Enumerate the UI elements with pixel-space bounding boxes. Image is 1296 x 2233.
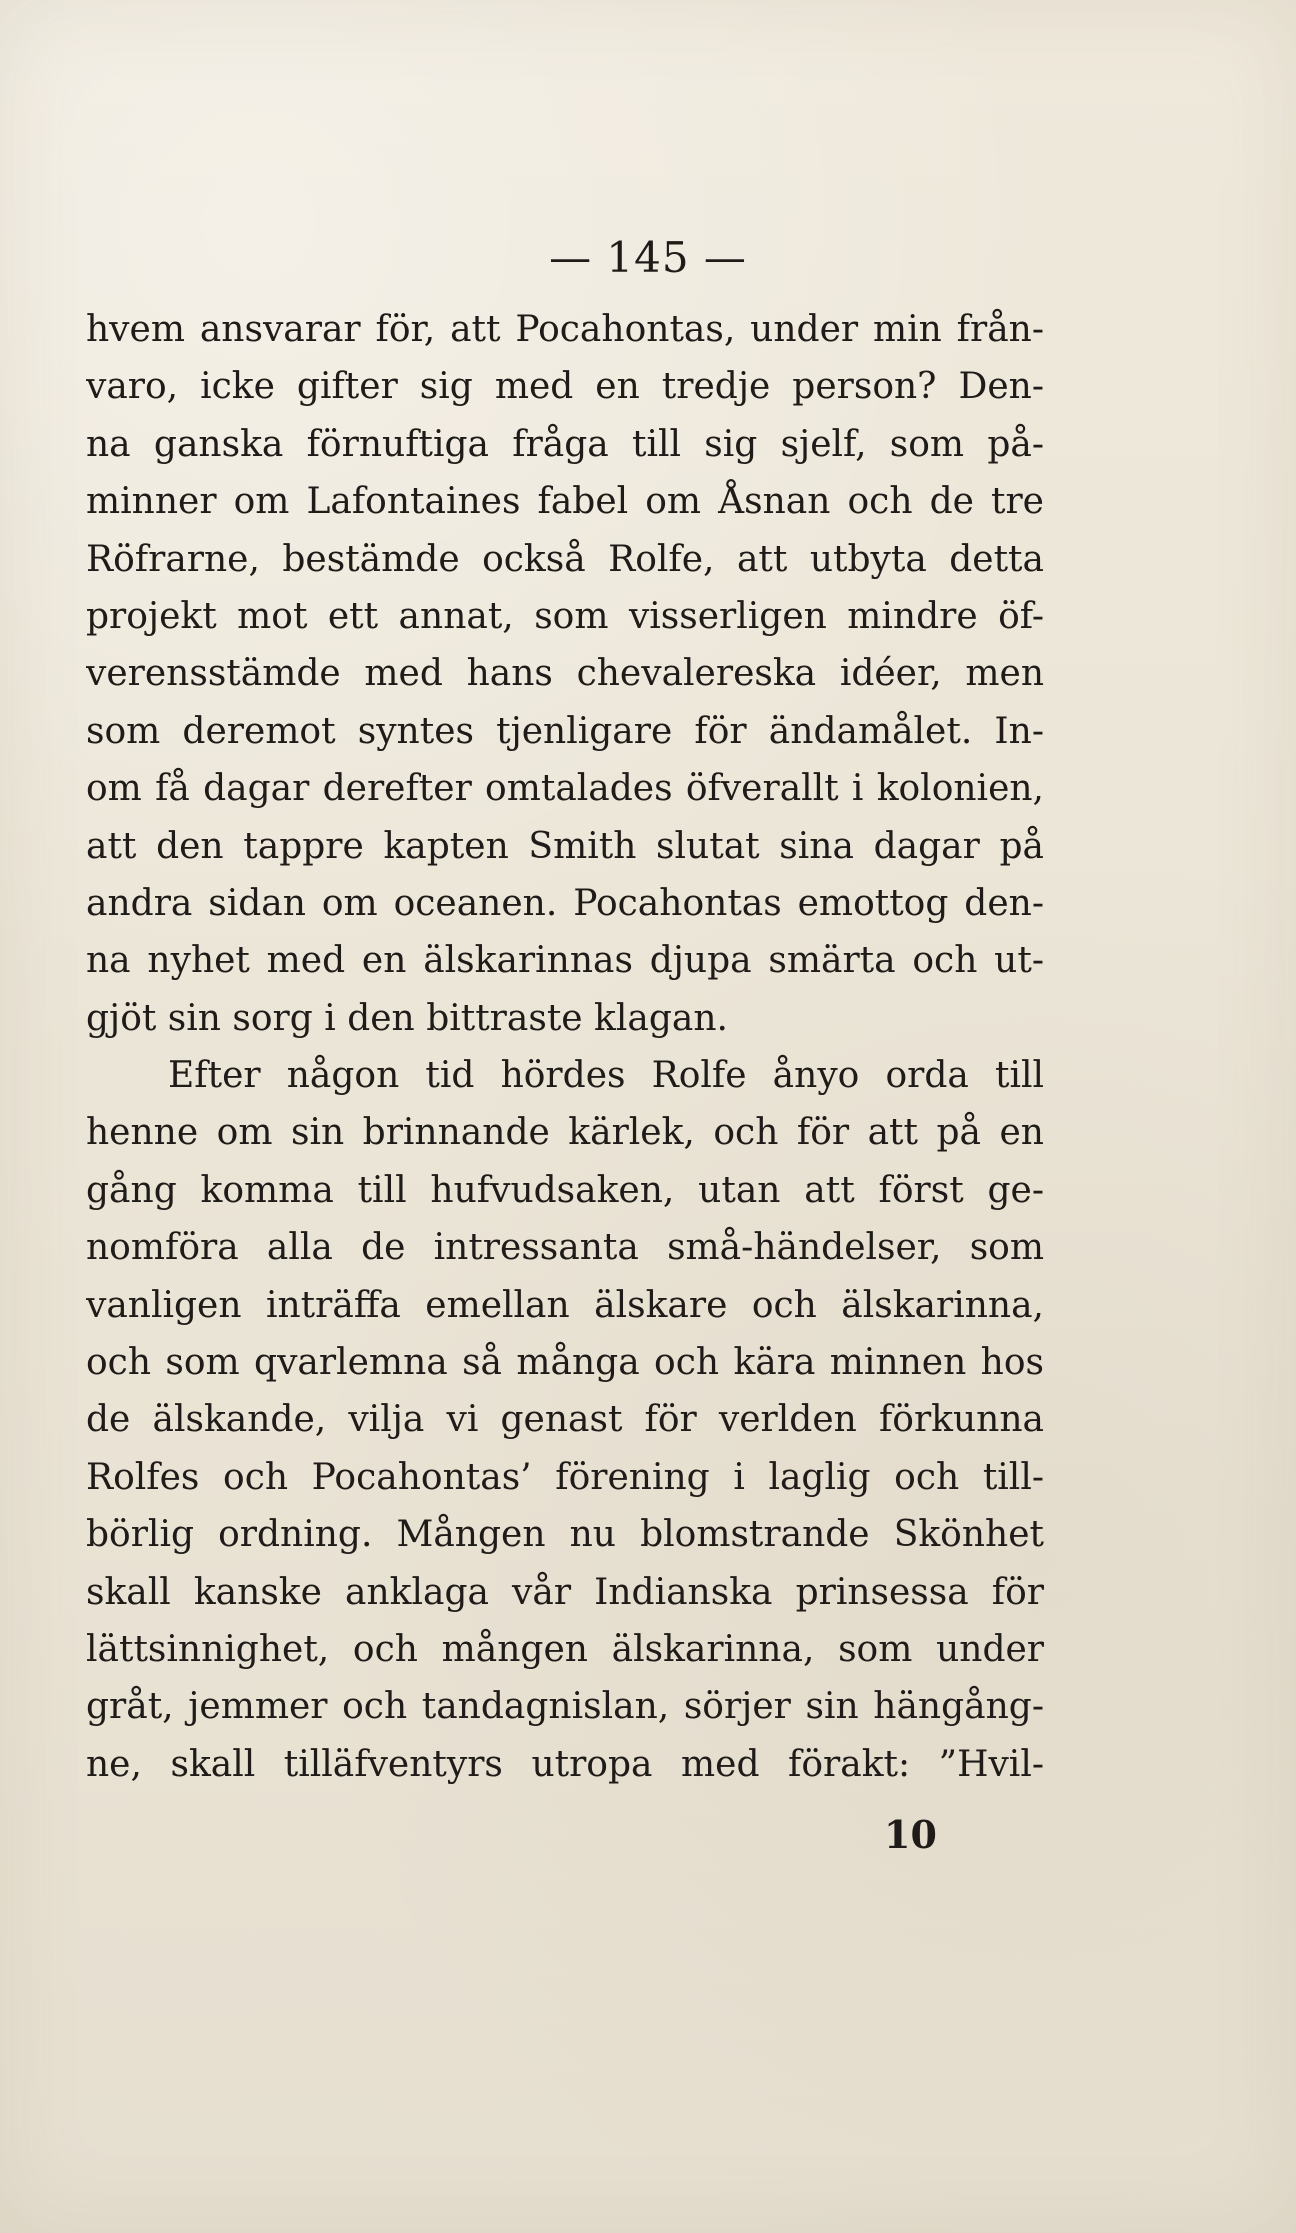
text-line: nomföra alla de intressanta små-händelser, som — [86, 1227, 1044, 1269]
page-number-header: — 145 — — [549, 233, 747, 282]
text-line: henne om sin brinnande kärlek, och för att på en — [86, 1112, 1044, 1154]
text-line: na nyhet med en älskarinnas djupa smärta och ut- — [86, 940, 1044, 982]
text-line: gjöt sin sorg i den bittraste klagan. — [86, 997, 728, 1039]
text-line: lättsinnighet, och mången älskarinna, som under — [86, 1628, 1044, 1670]
text-line: andra sidan om oceanen. Pocahontas emottog den- — [86, 882, 1044, 924]
text-line: att den tappre kapten Smith slutat sina dagar på — [86, 825, 1044, 867]
text-line: verensstämde med hans chevalereska idéer, men — [86, 653, 1044, 695]
text-line: gråt, jemmer och tandagnislan, sörjer sin hängång- — [86, 1686, 1044, 1728]
body-text — [86, 301, 1044, 1793]
text-line: gång komma till hufvudsaken, utan att först ge- — [86, 1169, 1044, 1211]
text-line: na ganska förnuftiga fråga till sig sjelf, som på- — [86, 423, 1044, 465]
text-line: om få dagar derefter omtalades öfverallt i kolonien, — [86, 768, 1044, 810]
text-line: Efter någon tid hördes Rolfe ånyo orda till — [168, 1055, 1044, 1097]
text-line: skall kanske anklaga vår Indianska prinsessa för — [86, 1571, 1044, 1613]
text-line: hvem ansvarar för, att Pocahontas, under min från- — [86, 309, 1044, 350]
text-line: varo, icke gifter sig med en tredje person? Den- — [86, 366, 1044, 408]
text-line: Röfrarne, bestämde också Rolfe, att utbyta detta — [86, 538, 1044, 580]
text-line: som deremot syntes tjenligare för ändamålet. In- — [86, 710, 1044, 752]
text-line: Rolfes och Pocahontas’ förening i laglig och till- — [86, 1456, 1044, 1498]
text-line: och som qvarlemna så många och kära minnen hos — [86, 1342, 1044, 1384]
text-line: de älskande, vilja vi genast för verlden förkunna — [86, 1399, 1044, 1441]
text-line: vanligen inträffa emellan älskare och älskarinna, — [86, 1284, 1044, 1326]
text-line: börlig ordning. Mången nu blomstrande Skönhet — [86, 1514, 1044, 1556]
text-line: ne, skall tilläfventyrs utropa med förakt: ”Hvil- — [86, 1743, 1044, 1785]
signature-mark: 10 — [884, 1812, 937, 1857]
text-line: projekt mot ett annat, som visserligen mindre öf- — [86, 595, 1044, 637]
text-line: minner om Lafontaines fabel om Åsnan och de tre — [86, 481, 1044, 523]
